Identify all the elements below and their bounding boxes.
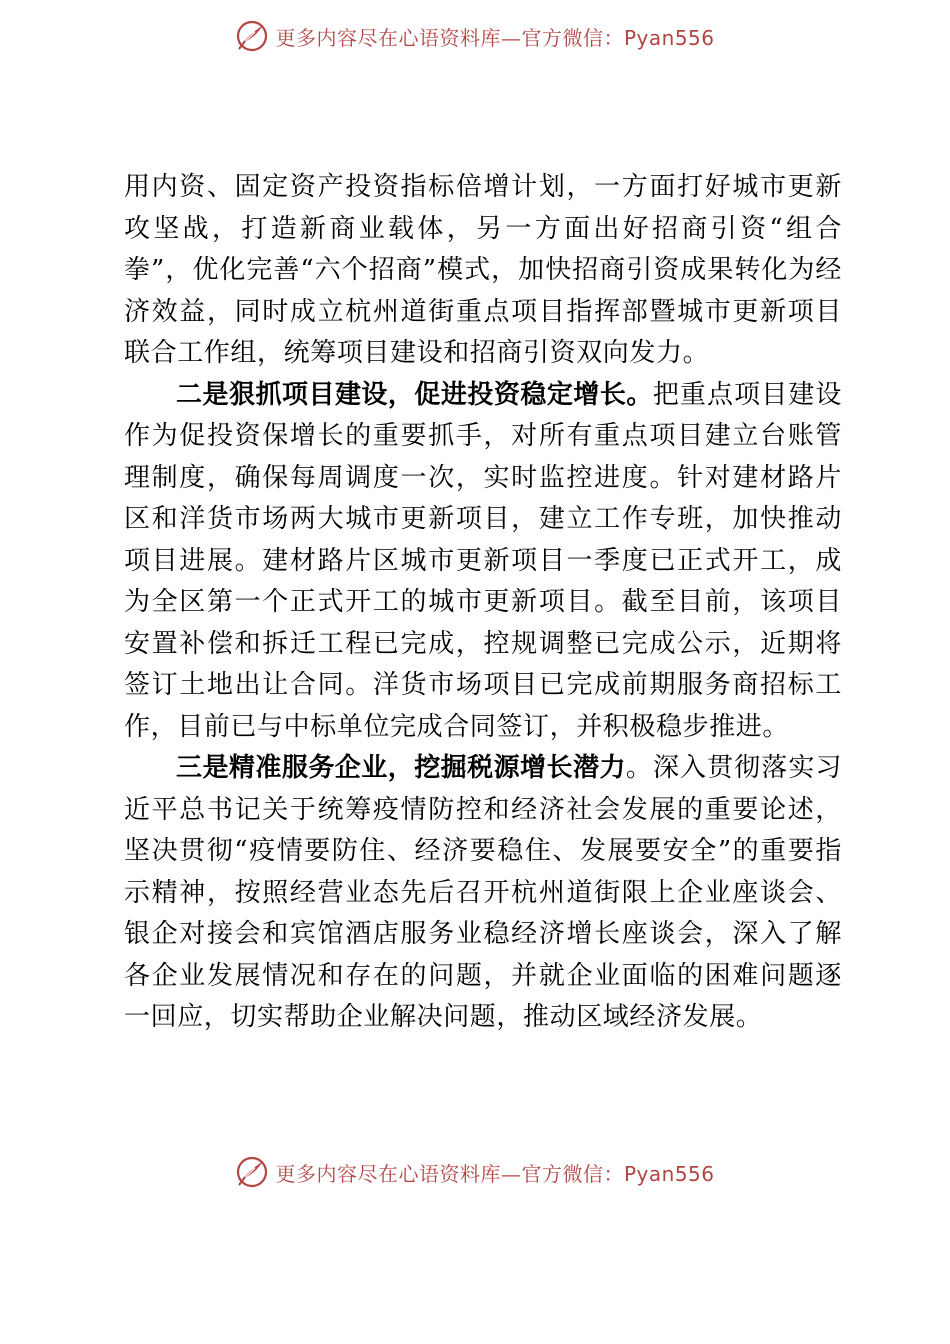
paragraph-lead: 二是狠抓项目建设，促进投资稳定增长。 [176,379,653,410]
watermark-text [275,22,714,51]
paragraph-body: 把重点项目建设作为促投资保增长的重要抓手，对所有重点项目建立台账管理制度，确保每周调度一次，实时监控进度。针对建材路片区和洋货市场两大城市更新项目，建立工作专班，加快推动项目进展。建材路片区城市更新项目一季度已正式开工，成为全区第一个正式开工的城市更新项目。截至目前，该项目安置补偿和拆迁工程已完成，控规调整已完成公示，近期将签订土地出让合同。洋货市场项目已完成前期服务商招标工作，目前已与中标单位完成合同签订，并积极稳步推进。 [124,379,842,742]
quill-logo-icon [235,19,269,53]
paragraph-project-construction [124,375,842,749]
paragraph-lead: 三是精准服务企业，挖掘税源增长潜力 [176,753,626,783]
quill-logo-icon [235,1155,269,1189]
watermark-wechat-id: Pyan556 [623,25,715,50]
watermark-wechat-id: Pyan556 [623,1161,715,1186]
watermark-slogan: 更多内容尽在心语资料库—官方微信： [275,25,624,50]
paragraph-enterprise-service [124,748,842,1039]
watermark-text [275,1158,714,1187]
watermark-slogan: 更多内容尽在心语资料库—官方微信： [275,1161,624,1186]
header-watermark [0,16,950,56]
document-body [124,167,842,1039]
paragraph-continued [124,167,842,375]
paragraph-body: 。深入贯彻落实习近平总书记关于统筹疫情防控和经济社会发展的重要论述，坚决贯彻“疫情要防住、经济要稳住、发展要安全”的重要指示精神，按照经营业态先后召开杭州道街限上企业座谈会、银企对接会和宾馆酒店服务业稳经济增长座谈会，深入了解各企业发展情况和存在的问题，并就企业面临的困难问题逐一回应，切实帮助企业解决问题，推动区域经济发展。 [124,753,842,1032]
paragraph-body: 用内资、固定资产投资指标倍增计划，一方面打好城市更新攻坚战，打造新商业载体，另一方面出好招商引资“组合拳”，优化完善“六个招商”模式，加快招商引资成果转化为经济效益，同时成立杭州道街重点项目指挥部暨城市更新项目联合工作组，统筹项目建设和招商引资双向发力。 [124,172,842,368]
footer-watermark [0,1152,950,1192]
